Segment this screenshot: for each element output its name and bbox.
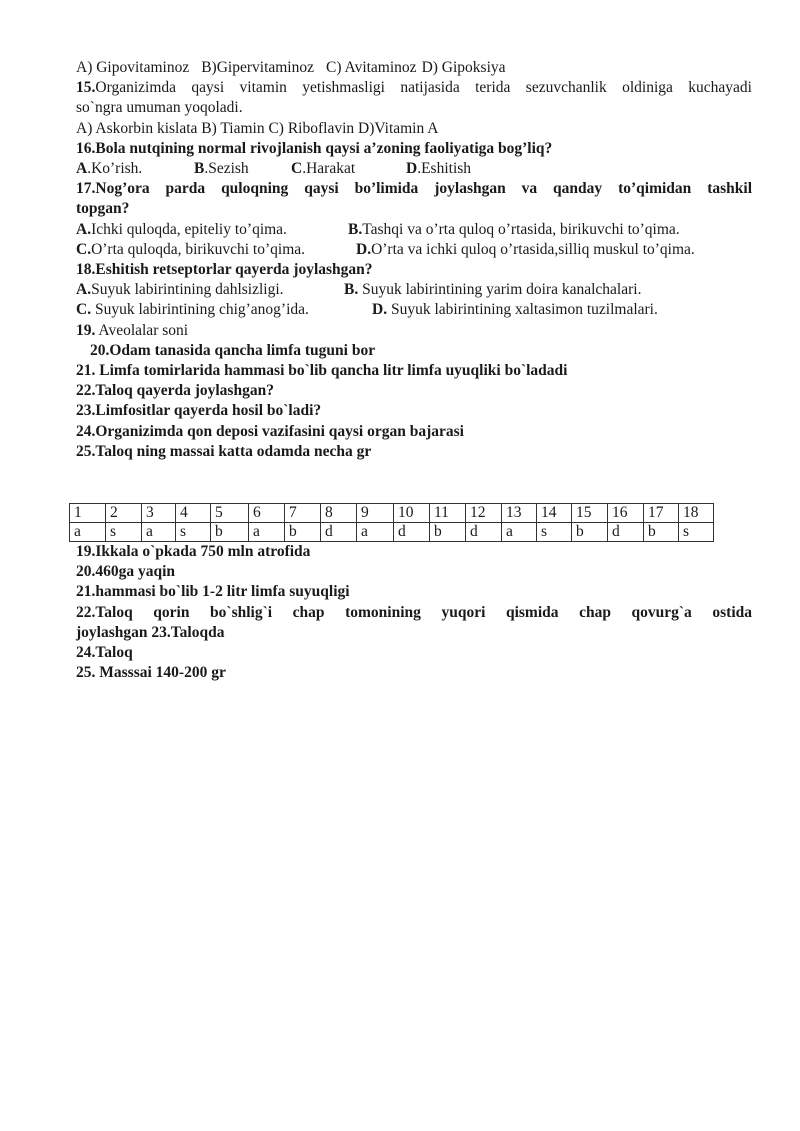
- answer-number-cell: 9: [357, 504, 394, 523]
- q14-option-c: C) Avitaminoz: [326, 59, 417, 76]
- q16-b-letter: B: [194, 160, 205, 178]
- document-page: [76, 58, 752, 683]
- answer-number-cell: 14: [537, 504, 572, 523]
- q22-question: 22.Taloq qayerda joylashgan?: [76, 382, 274, 400]
- answer-letter-cell: b: [644, 523, 679, 542]
- answer-22-line-1: 22.Taloq qorin bo`shlig`i chap tomonining yuqori qismida chap qovurg`a ostida: [76, 603, 752, 621]
- q17-d-text: O’rta va ichki quloq o’rtasida,silliq muskul to’qima.: [371, 240, 695, 258]
- answer-letter-cell: b: [285, 523, 321, 542]
- q17-c-text: O’rta quloqda, birikuvchi to’qima.: [91, 240, 306, 258]
- answer-number-cell: 16: [608, 504, 644, 523]
- answer-25: 25. Masssai 140-200 gr: [76, 664, 226, 682]
- answer-letter-cell: b: [572, 523, 608, 542]
- q16-c-letter: C: [291, 160, 303, 178]
- q15-options: A) Askorbin kislata B) Tiamin C) Riboflavin D)Vitamin A: [76, 119, 439, 137]
- q17-question-line-2: topgan?: [76, 200, 130, 218]
- answer-21: 21.hammasi bo`lib 1-2 litr limfa suyuqligi: [76, 583, 350, 601]
- q17-options-cd: [76, 240, 752, 260]
- answer-number-cell: 6: [249, 504, 285, 523]
- q16-d-letter: D: [406, 160, 418, 178]
- q18-d-text: Suyuk labirintining xaltasimon tuzilmalari.: [387, 301, 658, 319]
- answer-number-cell: 12: [466, 504, 502, 523]
- q25-question: 25.Taloq ning massai katta odamda necha gr: [76, 442, 372, 460]
- q16-question: 16.Bola nutqining normal rivojlanish qaysi a’zoning faoliyatiga bog’liq?: [76, 139, 553, 157]
- q14-options: [76, 58, 752, 78]
- q15-text-1: Organizimda qaysi vitamin yetishmasligi natijasida terida sezuvchanlik oldiniga kuchayadi: [95, 79, 752, 97]
- answer-letter-cell: a: [502, 523, 537, 542]
- answer-number-cell: 1: [70, 504, 106, 523]
- answer-table: [69, 503, 714, 542]
- answer-table-letters-row: [70, 523, 714, 542]
- q14-option-d: D) Gipoksiya: [421, 59, 506, 76]
- answer-24: 24.Taloq: [76, 644, 133, 662]
- answer-number-cell: 3: [142, 504, 176, 523]
- answer-letter-cell: d: [608, 523, 644, 542]
- q18-a-letter: A.: [76, 281, 92, 299]
- q20-question: 20.Odam tanasida qancha limfa tuguni bor: [90, 341, 376, 359]
- answer-number-cell: 15: [572, 504, 608, 523]
- answer-number-cell: 5: [211, 504, 249, 523]
- answer-letter-cell: a: [249, 523, 285, 542]
- q18-options-cd: [76, 300, 752, 320]
- q17-b-text: Tashqi va o’rta quloq o’rtasida, birikuvchi to’qima.: [362, 220, 680, 238]
- q16-a-text: .Ko’rish.: [87, 160, 143, 178]
- answer-letter-cell: b: [211, 523, 249, 542]
- q15-number: 15.: [76, 79, 96, 97]
- q17-question-line-1: 17.Nog’ora parda quloqning qaysi bo’limida joylashgan va qanday to’qimidan tashkil: [76, 180, 752, 198]
- q14-option-b: B)Gipervitaminoz: [201, 59, 314, 76]
- answer-20: 20.460ga yaqin: [76, 563, 176, 581]
- q16-b-text: .Sezish: [204, 160, 249, 178]
- q17-a-letter: A.: [76, 220, 92, 238]
- q16-c-text: .Harakat: [302, 160, 356, 178]
- answer-letter-cell: s: [106, 523, 142, 542]
- q14-option-a: A) Gipovitaminoz: [76, 59, 190, 76]
- q21-question: 21. Limfa tomirlarida hammasi bo`lib qancha litr limfa uyuqliki bo`ladadi: [76, 362, 568, 380]
- answer-letter-cell: d: [394, 523, 430, 542]
- answer-number-cell: 4: [176, 504, 211, 523]
- q19-number: 19.: [76, 321, 96, 339]
- answer-letter-cell: d: [321, 523, 357, 542]
- q23-question: 23.Limfositlar qayerda hosil bo`ladi?: [76, 402, 322, 420]
- answer-number-cell: 13: [502, 504, 537, 523]
- answer-22-line-2: joylashgan 23.Taloqda: [76, 623, 225, 641]
- q16-a-letter: A: [76, 160, 88, 178]
- answer-19: 19.Ikkala o`pkada 750 mln atrofida: [76, 543, 311, 561]
- answer-letter-cell: a: [142, 523, 176, 542]
- answer-letter-cell: a: [357, 523, 394, 542]
- answer-letter-cell: b: [430, 523, 466, 542]
- answer-letter-cell: s: [176, 523, 211, 542]
- answer-letter-cell: a: [70, 523, 106, 542]
- q18-c-letter: C.: [76, 301, 92, 319]
- q18-a-text: Suyuk labirintining dahlsizligi.: [91, 281, 284, 299]
- answer-letter-cell: s: [537, 523, 572, 542]
- answer-table-numbers-row: [70, 504, 714, 523]
- q17-options-ab: [76, 220, 752, 240]
- answer-number-cell: 8: [321, 504, 357, 523]
- q18-options-ab: [76, 280, 752, 300]
- q18-d-letter: D.: [372, 301, 388, 319]
- q18-question: 18.Eshitish retseptorlar qayerda joylashgan?: [76, 261, 373, 279]
- q17-a-text: Ichki quloqda, epiteliy to’qima.: [91, 220, 287, 238]
- answer-number-cell: 17: [644, 504, 679, 523]
- q18-c-text: Suyuk labirintining chig’anog’ida.: [91, 301, 309, 319]
- q18-b-text: Suyuk labirintining yarim doira kanalchalari.: [358, 281, 642, 299]
- q19-question: [76, 321, 752, 341]
- q15-question-line-2: so`ngra umuman yoqoladi.: [76, 99, 243, 117]
- answer-number-cell: 2: [106, 504, 142, 523]
- q17-b-letter: B.: [348, 220, 363, 238]
- q19-text: Aveolalar soni: [95, 321, 189, 339]
- q16-options: [76, 159, 752, 179]
- q18-b-letter: B.: [344, 281, 359, 299]
- q16-d-text: .Eshitish: [417, 160, 472, 178]
- q17-c-letter: C.: [76, 240, 92, 258]
- answer-number-cell: 7: [285, 504, 321, 523]
- answer-number-cell: 11: [430, 504, 466, 523]
- answer-letter-cell: s: [679, 523, 714, 542]
- answer-number-cell: 10: [394, 504, 430, 523]
- answer-letter-cell: d: [466, 523, 502, 542]
- q17-d-letter: D.: [356, 240, 372, 258]
- q24-question: 24.Organizimda qon deposi vazifasini qaysi organ bajarasi: [76, 422, 464, 440]
- q15-question-line-1: [76, 78, 752, 98]
- answer-number-cell: 18: [679, 504, 714, 523]
